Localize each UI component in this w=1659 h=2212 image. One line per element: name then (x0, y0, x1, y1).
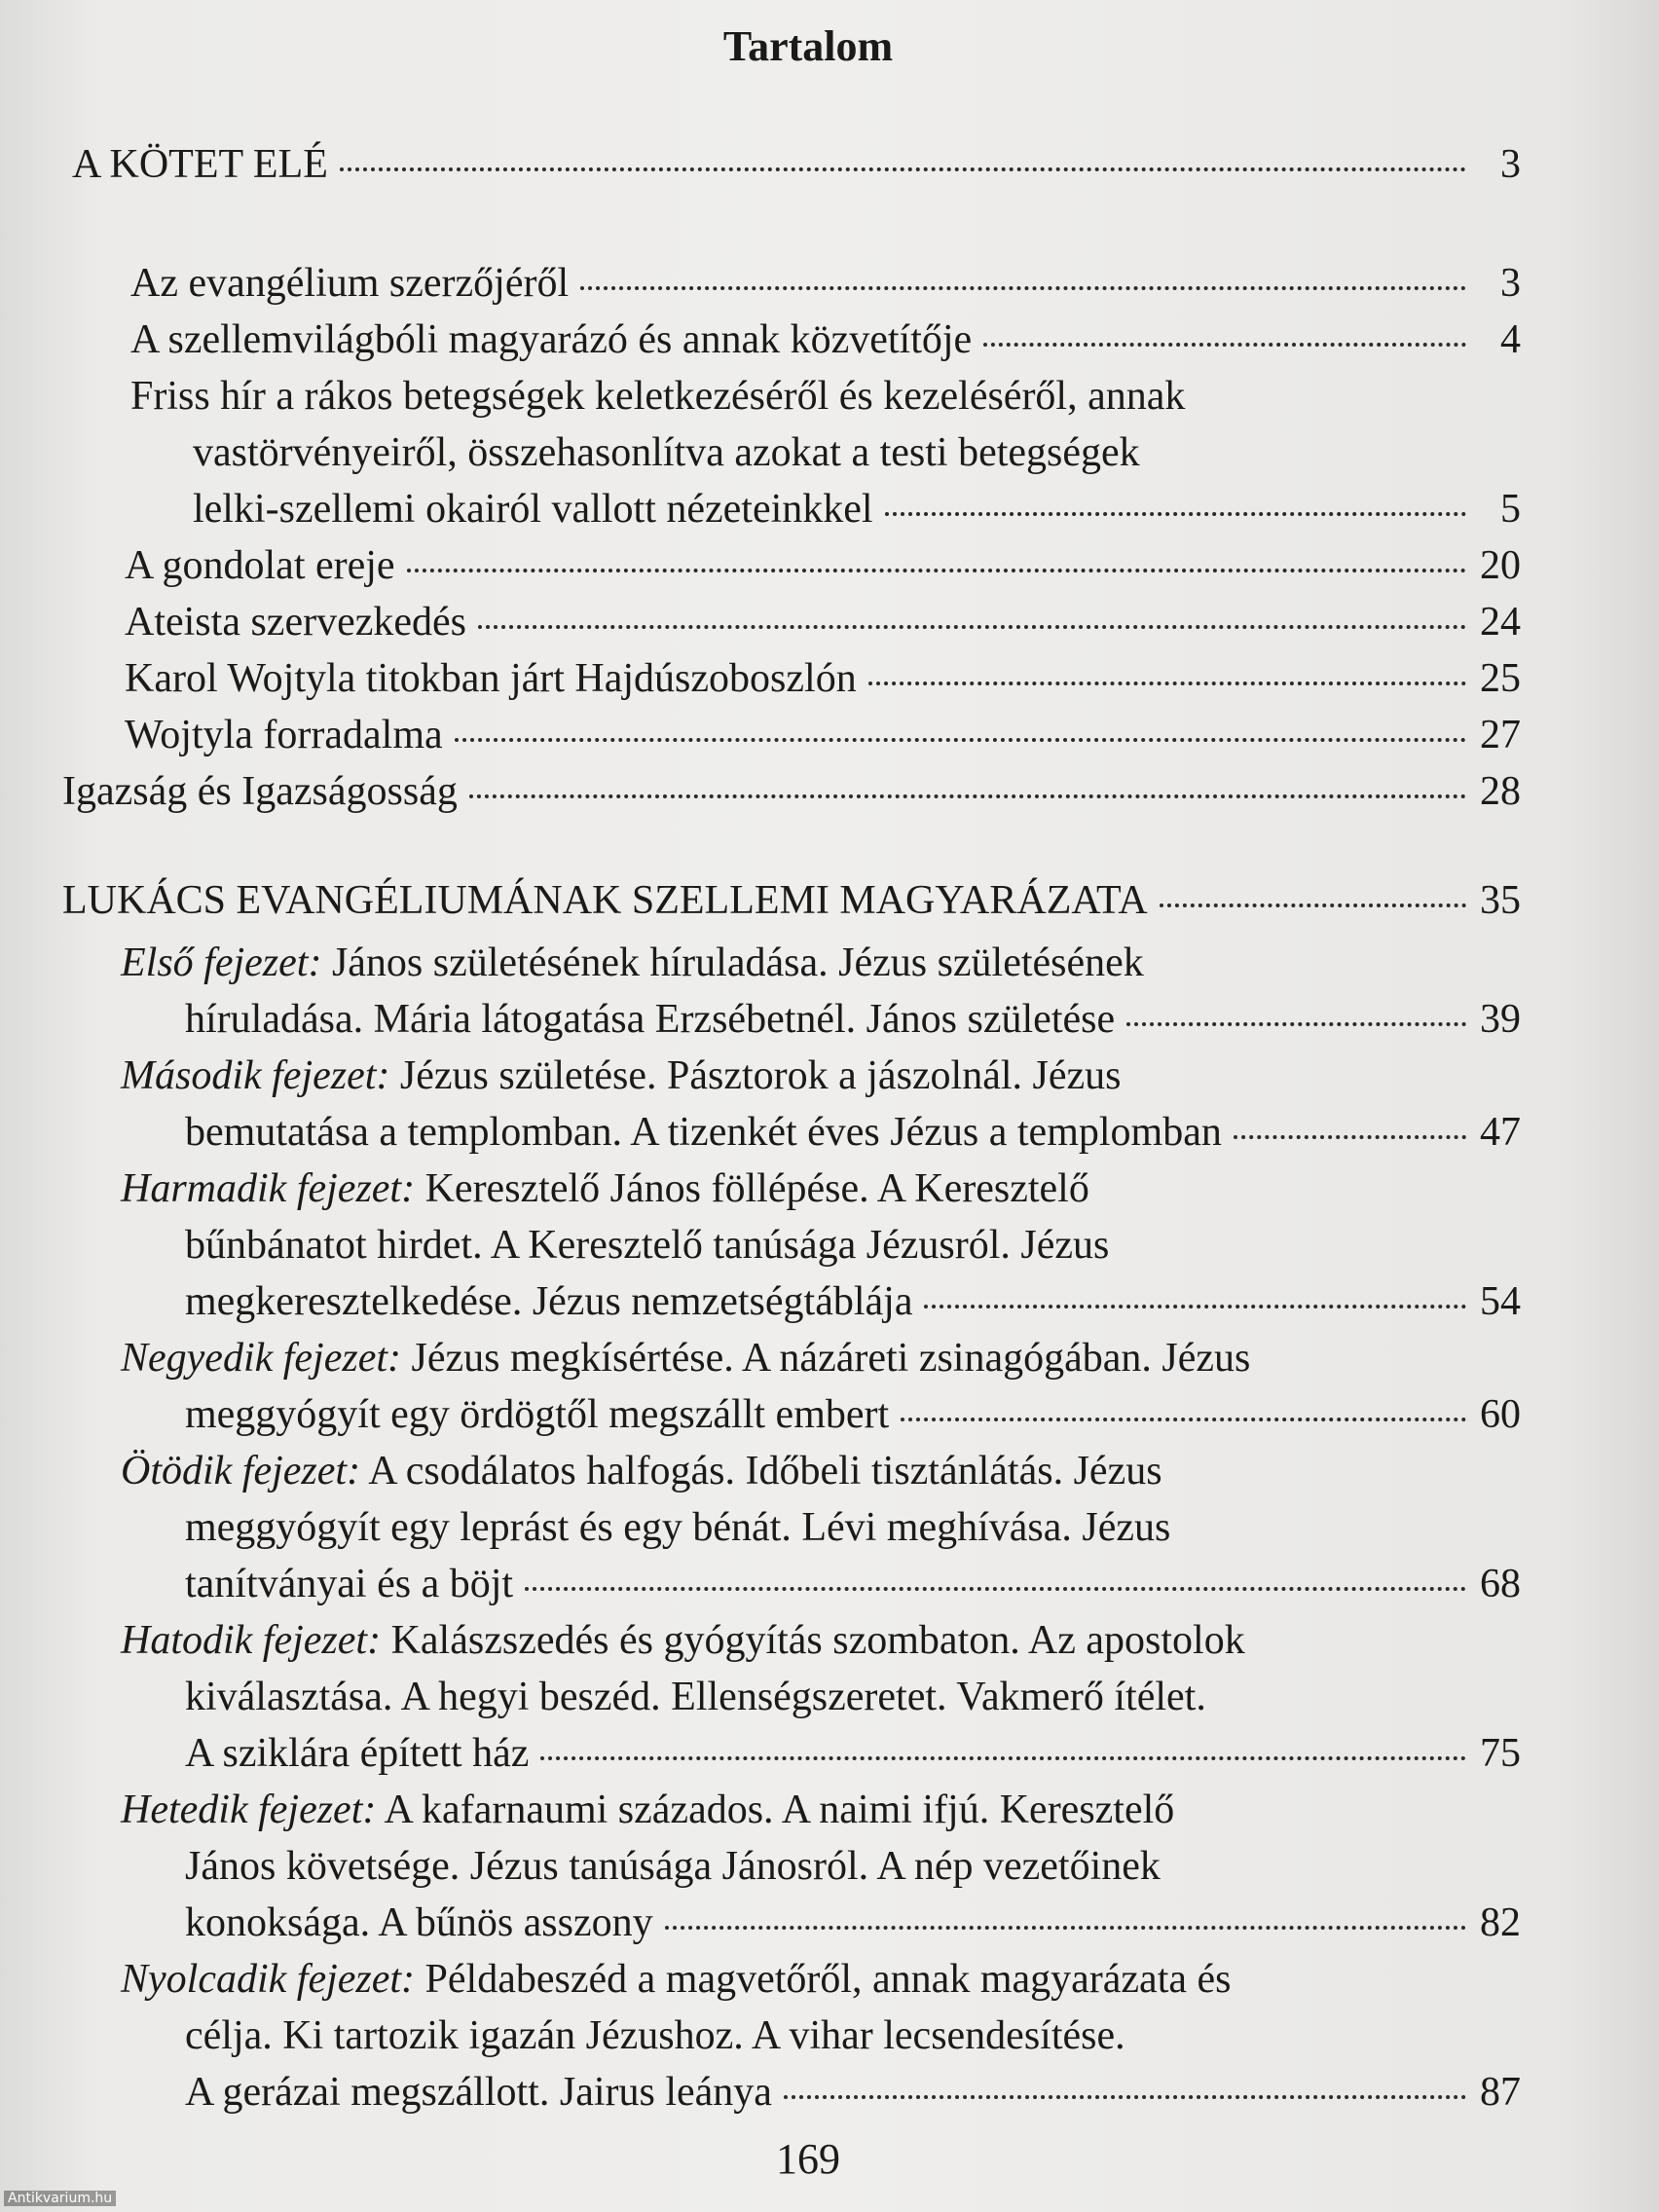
toc-entry-page: 5 (1500, 487, 1521, 532)
dot-leader (1160, 903, 1466, 907)
chapter-page: 47 (1480, 1110, 1521, 1155)
chapter-text: A sziklára épített ház (185, 1731, 530, 1776)
toc-entry-line: Friss hír a rákos betegségek keletkezéséről és kezeléséről, annak (130, 374, 1186, 419)
chapter-label: Második fejezet: (121, 1053, 390, 1098)
chapter-last-line (185, 991, 1521, 1048)
page-title: Tartalom (722, 22, 894, 70)
chapter-last-line (185, 1556, 1521, 1612)
chapter-text: Jézus születése. Pásztorok a jászolnál. Jézus (399, 1053, 1122, 1098)
chapter-text: A csodálatos halfogás. Időbeli tisztánlátás. Jézus (368, 1449, 1162, 1493)
toc-entry (130, 312, 1521, 368)
dot-leader (340, 167, 1466, 171)
dot-leader (901, 1418, 1466, 1421)
dot-leader (478, 625, 1466, 629)
watermark: Antikvarium.hu (4, 2191, 116, 2206)
toc-entry (125, 707, 1521, 763)
dot-leader (665, 1926, 1466, 1930)
chapter-first-line (121, 1048, 1122, 1104)
chapter-page: 82 (1480, 1900, 1521, 1945)
toc-entry-page: 20 (1480, 543, 1521, 588)
chapter-last-line (185, 1386, 1521, 1443)
chapter-text: bemutatása a templomban. A tizenkét éves Jézus a templomban (185, 1110, 1222, 1155)
toc-entry-text: Wojtyla forradalma (125, 713, 443, 757)
chapter-last-line (185, 1895, 1521, 1951)
toc-entry-page: 3 (1500, 261, 1521, 306)
dot-leader (525, 1587, 1466, 1591)
chapter-text: Példabeszéd a magvetőről, annak magyarázata és (424, 1957, 1232, 2002)
chapter-text: meggyógyít egy ördögtől megszállt embert (185, 1392, 890, 1437)
dot-leader (1234, 1135, 1466, 1139)
chapter-text: Keresztelő János föllépése. A Keresztelő (424, 1166, 1089, 1211)
chapter-text: konoksága. A bűnös asszony (185, 1900, 653, 1945)
chapter-text: A gerázai megszállott. Jairus leánya (185, 2070, 772, 2115)
dot-leader (469, 794, 1466, 798)
chapter-mid-line: kiválasztása. A hegyi beszéd. Ellenségszeretet. Vakmerő ítélet. (185, 1675, 1206, 1719)
chapter-text: János születésének híruladása. Jézus születésének (331, 940, 1144, 985)
chapter-label: Hatodik fejezet: (121, 1618, 382, 1663)
chapter-label: Negyedik fejezet: (121, 1336, 402, 1381)
chapter-label: Első fejezet: (121, 940, 322, 985)
chapter-last-line (185, 1104, 1521, 1161)
chapter-text: Jézus megkísértése. A názáreti zsinagógában. Jézus (411, 1336, 1251, 1381)
toc-entry-page: 24 (1480, 600, 1521, 645)
dot-leader (455, 738, 1466, 742)
chapter-page: 68 (1480, 1562, 1521, 1606)
toc-entry (125, 650, 1521, 707)
toc-entry-text: lelki-szellemi okairól vallott nézeteinkkel (193, 487, 873, 532)
toc-entry-text: Igazság és Igazságosság (62, 769, 458, 814)
toc-section-heading (62, 872, 1521, 929)
toc-entry (125, 594, 1521, 650)
toc-entry-text: Az evangélium szerzőjéről (130, 261, 570, 306)
chapter-first-line (121, 1612, 1245, 1669)
toc-entry-page: 25 (1480, 656, 1521, 701)
toc-entry-text: Ateista szervezkedés (125, 600, 466, 645)
toc-entry (193, 481, 1521, 537)
dot-leader (885, 512, 1466, 516)
chapter-first-line (121, 1951, 1232, 2008)
chapter-last-line (185, 2064, 1521, 2120)
toc-entry-line: vastörvényeiről, összehasonlítva azokat a testi betegségek (193, 430, 1140, 475)
chapter-last-line (185, 1273, 1521, 1330)
chapter-label: Ötödik fejezet: (121, 1449, 361, 1493)
chapter-page: 54 (1480, 1279, 1521, 1324)
toc-entry-text: A gondolat ereje (125, 543, 395, 588)
chapter-first-line (121, 935, 1144, 991)
toc-entry (62, 763, 1521, 820)
toc-entry-page: 28 (1480, 769, 1521, 814)
dot-leader (924, 1305, 1466, 1309)
chapter-mid-line: bűnbánatot hirdet. A Keresztelő tanúsága Jézusról. Jézus (185, 1223, 1110, 1268)
chapter-text: tanítványai és a böjt (185, 1562, 514, 1606)
toc-entry-page: 27 (1480, 713, 1521, 757)
dot-leader (784, 2095, 1466, 2099)
toc-entry (130, 255, 1521, 312)
toc-entry-page: 35 (1480, 878, 1521, 923)
toc-entry-page: 3 (1500, 142, 1521, 187)
chapter-text: Kalászszedés és gyógyítás szombaton. Az apostolok (390, 1618, 1245, 1663)
chapter-page: 39 (1480, 997, 1521, 1042)
page-number: 169 (776, 2135, 840, 2183)
chapter-text: A kafarnaumi százados. A naimi ifjú. Keresztelő (384, 1788, 1175, 1832)
toc-entry-text: LUKÁCS EVANGÉLIUMÁNAK SZELLEMI MAGYARÁZATA (62, 878, 1148, 923)
chapter-text: megkeresztelkedése. Jézus nemzetségtáblája (185, 1279, 913, 1324)
chapter-page: 60 (1480, 1392, 1521, 1437)
toc-entry-text: A szellemvilágbóli magyarázó és annak közvetítője (130, 317, 973, 362)
toc-entry-page: 4 (1500, 317, 1521, 362)
chapter-first-line (121, 1443, 1162, 1499)
toc-entry (72, 136, 1521, 193)
chapter-first-line (121, 1782, 1174, 1838)
dot-leader (868, 682, 1466, 685)
chapter-text: híruladása. Mária látogatása Erzsébetnél. János születése (185, 997, 1116, 1042)
toc-entry-text: Karol Wojtyla titokban járt Hajdúszoboszlón (125, 656, 857, 701)
chapter-last-line (185, 1725, 1521, 1782)
chapter-mid-line: meggyógyít egy leprást és egy bénát. Lévi meghívása. Jézus (185, 1505, 1171, 1550)
chapter-mid-line: János követsége. Jézus tanúsága Jánosról. A nép vezetőinek (185, 1844, 1161, 1889)
chapter-label: Nyolcadik fejezet: (121, 1957, 416, 2002)
chapter-page: 75 (1480, 1731, 1521, 1776)
dot-leader (407, 569, 1466, 572)
chapter-label: Harmadik fejezet: (121, 1166, 416, 1211)
toc-entry-text: A KÖTET ELÉ (72, 142, 328, 187)
dot-leader (1126, 1022, 1466, 1026)
chapter-label: Hetedik fejezet: (121, 1788, 377, 1832)
chapter-mid-line: célja. Ki tartozik igazán Jézushoz. A vihar lecsendesítése. (185, 2013, 1125, 2058)
toc-entry (125, 537, 1521, 594)
dot-leader (540, 1756, 1466, 1760)
chapter-page: 87 (1480, 2070, 1521, 2115)
dot-leader (580, 286, 1466, 290)
dot-leader (983, 343, 1466, 347)
chapter-first-line (121, 1161, 1089, 1217)
chapter-first-line (121, 1330, 1250, 1386)
